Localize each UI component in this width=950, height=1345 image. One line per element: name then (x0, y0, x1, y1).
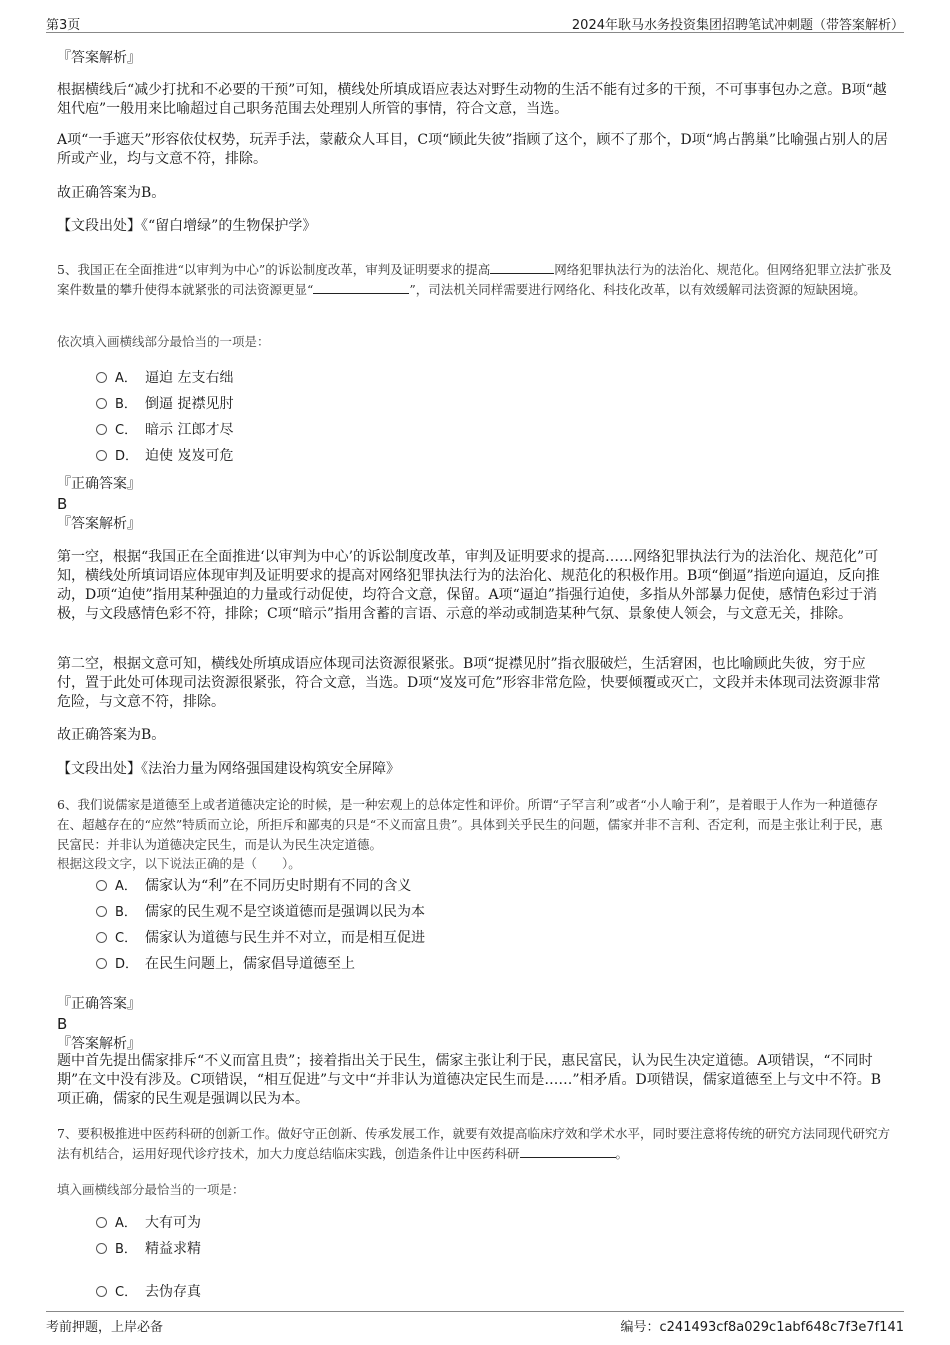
q6-correct-value: B (57, 1015, 68, 1033)
q7-stem: 7、要积极推进中医药科研的创新工作。做好守正创新、传承发展工作，就要有效提高临床疗效和学术水平，同时要注意将传统的研究方法同现代研究方法有机结合，运用好现代诊疗技术，加大力度总结临床实践，创造条件让中医药科研 。 (57, 1126, 890, 1161)
q5-option-a[interactable]: A． 逼迫 左支右绌 (96, 368, 233, 388)
radio-icon[interactable] (96, 958, 107, 969)
q5-prompt: 依次填入画横线部分最恰当的一项是： (57, 334, 270, 349)
q5-stem: 5、我国正在全面推进“以审判为中心”的诉讼制度改革，审判及证明要求的提高 网络犯罪执法行为的法治化、规范化。但网络犯罪立法扩张及案件数量的攀升使得本就紧张的司法资源更显“ ”，司法机关同样需要进行网络化、科技化改革，以有效缓解司法资源的短缺困境。 (57, 262, 892, 297)
radio-icon[interactable] (96, 880, 107, 891)
q6-correct-label: 『正确答案』 (57, 996, 141, 1012)
q5-source: 【文段出处】《法治力量为网络强国建设构筑安全屏障》 (57, 761, 400, 777)
q6-analysis: 题中首先提出儒家排斥“不义而富且贵”；接着指出关于民生，儒家主张让利于民，惠民富民，认为民生决定道德。A项错误，“不同时期”在文中没有涉及。C项错误，“相互促进”与文中“并非认为道德决定民生而是……”相矛盾。D项错误，儒家道德至上与文中不符。B项正确，儒家的民生观是强调以民为本。 (57, 1053, 882, 1107)
radio-icon[interactable] (96, 424, 107, 435)
q5-analysis-p2: 第二空，根据文意可知，横线处所填成语应体现司法资源很紧张。B项“捉襟见肘”指衣服破烂，生活窘困，也比喻顾此失彼，穷于应付，置于此处可体现司法资源很紧张，符合文意，当选。D项“岌岌可危”形容非常危险，快要倾覆或灭亡，文段并未体现司法资源非常危险，与文意不符，排除。 (57, 656, 881, 710)
page-header (46, 12, 904, 33)
q5-correct-label: 『正确答案』 (57, 476, 141, 492)
q5-option-b[interactable]: B． 倒逼 捉襟见肘 (96, 394, 233, 414)
page-footer (46, 1311, 904, 1334)
q5-correct-value: B (57, 495, 68, 513)
q7-option-a[interactable]: A． 大有可为 (96, 1213, 201, 1233)
document-id: 编号：c241493cf8a029c1abf648c7f3e7f141 (620, 1320, 904, 1335)
q6-option-a[interactable]: A． 儒家认为“利”在不同历史时期有不同的含义 (96, 876, 411, 896)
radio-icon[interactable] (96, 1243, 107, 1254)
q6-option-c[interactable]: C． 儒家认为道德与民生并不对立，而是相互促进 (96, 928, 425, 948)
q7-blank[interactable] (520, 1145, 616, 1158)
radio-icon[interactable] (96, 932, 107, 943)
page-number: 第3页 (46, 18, 81, 33)
q4-source: 【文段出处】《“留白增绿”的生物保护学》 (57, 218, 317, 234)
q4-conclusion: 故正确答案为B。 (57, 185, 166, 201)
q6-option-d[interactable]: D． 在民生问题上，儒家倡导道德至上 (96, 954, 355, 974)
q5-option-d[interactable]: D． 迫使 岌岌可危 (96, 446, 233, 466)
radio-icon[interactable] (96, 1217, 107, 1228)
radio-icon[interactable] (96, 906, 107, 917)
q4-analysis-p1: 根据横线后“减少打扰和不必要的干预”可知，横线处所填成语应表达对野生动物的生活不能有过多的干预，不可事事包办之意。B项“越俎代庖”一般用来比喻超过自己职务范围去处理别人所管的事情，符合文意，当选。 (57, 82, 887, 117)
q6-stem: 6、我们说儒家是道德至上或者道德决定论的时候，是一种宏观上的总体定性和评价。所谓“子罕言利”或者“小人喻于利”，是着眼于人作为一种道德存在、超越存在的“应然”特质而立论，所拒斥和鄙夷的只是“不义而富且贵”。具体到关乎民生的问题，儒家并非不言利、否定利，而是主张让利于民，惠民富民：并非认为道德决定民生，而是认为民生决定道德。 (57, 797, 883, 852)
q4-analysis-p2: A项“一手遮天”形容依仗权势，玩弄手法，蒙蔽众人耳目，C项“顾此失彼”指顾了这个，顾不了那个，D项“鸠占鹊巢”比喻强占别人的居所或产业，均与文意不符，排除。 (57, 132, 888, 167)
radio-icon[interactable] (96, 398, 107, 409)
q5-conclusion: 故正确答案为B。 (57, 727, 166, 743)
footer-slogan: 考前押题，上岸必备 (46, 1320, 164, 1335)
radio-icon[interactable] (96, 450, 107, 461)
q7-prompt: 填入画横线部分最恰当的一项是： (57, 1182, 245, 1197)
q6-prompt: 根据这段文字，以下说法正确的是（ ）。 (57, 856, 301, 871)
radio-icon[interactable] (96, 1286, 107, 1297)
q7-option-b[interactable]: B． 精益求精 (96, 1239, 201, 1259)
q5-blank-2[interactable] (313, 281, 409, 294)
q6-option-b[interactable]: B． 儒家的民生观不是空谈道德而是强调以民为本 (96, 902, 425, 922)
document-title: 2024年耿马水务投资集团招聘笔试冲刺题（带答案解析） (571, 18, 904, 33)
q5-option-c[interactable]: C． 暗示 江郎才尽 (96, 420, 233, 440)
q5-blank-1[interactable] (490, 261, 554, 274)
q4-analysis-label: 『答案解析』 (57, 50, 141, 66)
q6-analysis-label: 『答案解析』 (57, 1036, 141, 1052)
q7-option-c[interactable]: C． 去伪存真 (96, 1282, 201, 1302)
q5-analysis-label: 『答案解析』 (57, 516, 141, 532)
radio-icon[interactable] (96, 372, 107, 383)
q5-analysis-p1: 第一空，根据“我国正在全面推进‘以审判为中心’的诉讼制度改革，审判及证明要求的提高……网络犯罪执法行为的法治化、规范化”可知，横线处所填词语应体现审判及证明要求的提高对网络犯罪执法行为的法治化、规范化的积极作用。B项“倒逼”指逆向逼迫，反向推动，D项“迫使”指用某种强迫的力量或行动促使，均符合文意，保留。A项“逼迫”指强行迫使，多指从外部暴力促使，感情色彩过于消极，与文段感情色彩不符，排除；C项“暗示”指用含蓄的言语、示意的举动或制造某种气氛、景象使人领会，与文意无关，排除。 (57, 549, 880, 622)
